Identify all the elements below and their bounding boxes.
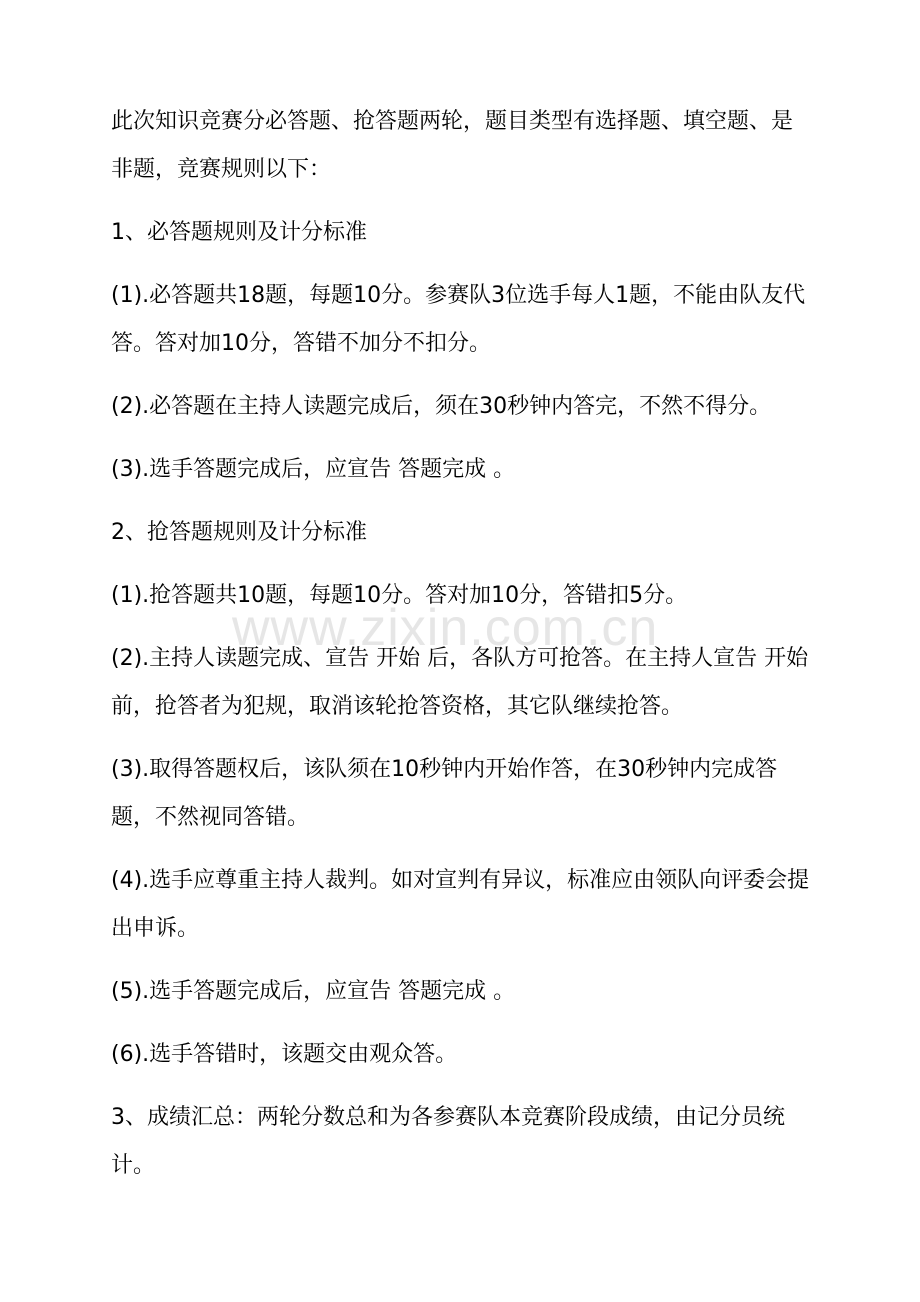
intro-paragraph: 此次知识竞赛分必答题、抢答题两轮，题目类型有选择题、填空题、是非题，竞赛规则以下： (111, 109, 794, 182)
rule-paragraph: (2).主持人读题完成、宣告 开始 后，各队方可抢答。在主持人宣告 开始 前，抢答者为犯规，取消该轮抢答资格，其它队继续抢答。 (111, 646, 816, 719)
rule-paragraph: (2).必答题在主持人读题完成后，须在30秒钟内答完，不然不得分。 (111, 394, 772, 419)
section-heading-required-questions: 1、必答题规则及计分标准 (111, 220, 367, 245)
rule-paragraph: (4).选手应尊重主持人裁判。如对宣判有异议，标准应由领队向评委会提出申诉。 (111, 868, 810, 941)
section-heading-score-summary: 3、成绩汇总：两轮分数总和为各参赛队本竞赛阶段成绩，由记分员统计。 (111, 1105, 785, 1178)
rule-paragraph: (1).抢答题共10题，每题10分。答对加10分，答错扣5分。 (111, 583, 688, 608)
rule-paragraph: (1).必答题共18题，每题10分。参赛队3位选手每人1题，不能由队友代答。答对加10分，答错不加分不扣分。 (111, 283, 806, 356)
rule-paragraph: (5).选手答题完成后，应宣告 答题完成 。 (111, 979, 516, 1004)
rule-paragraph: (3).选手答题完成后，应宣告 答题完成 。 (111, 457, 516, 482)
section-heading-quick-answer: 2、抢答题规则及计分标准 (111, 520, 367, 545)
watermark-text: www.zixin.com.cn (232, 599, 659, 657)
rule-paragraph: (3).取得答题权后，该队须在10秒钟内开始作答，在30秒钟内完成答题，不然视同答错。 (111, 757, 778, 830)
rule-paragraph: (6).选手答错时，该题交由观众答。 (111, 1042, 458, 1067)
document-body (111, 98, 816, 1205)
